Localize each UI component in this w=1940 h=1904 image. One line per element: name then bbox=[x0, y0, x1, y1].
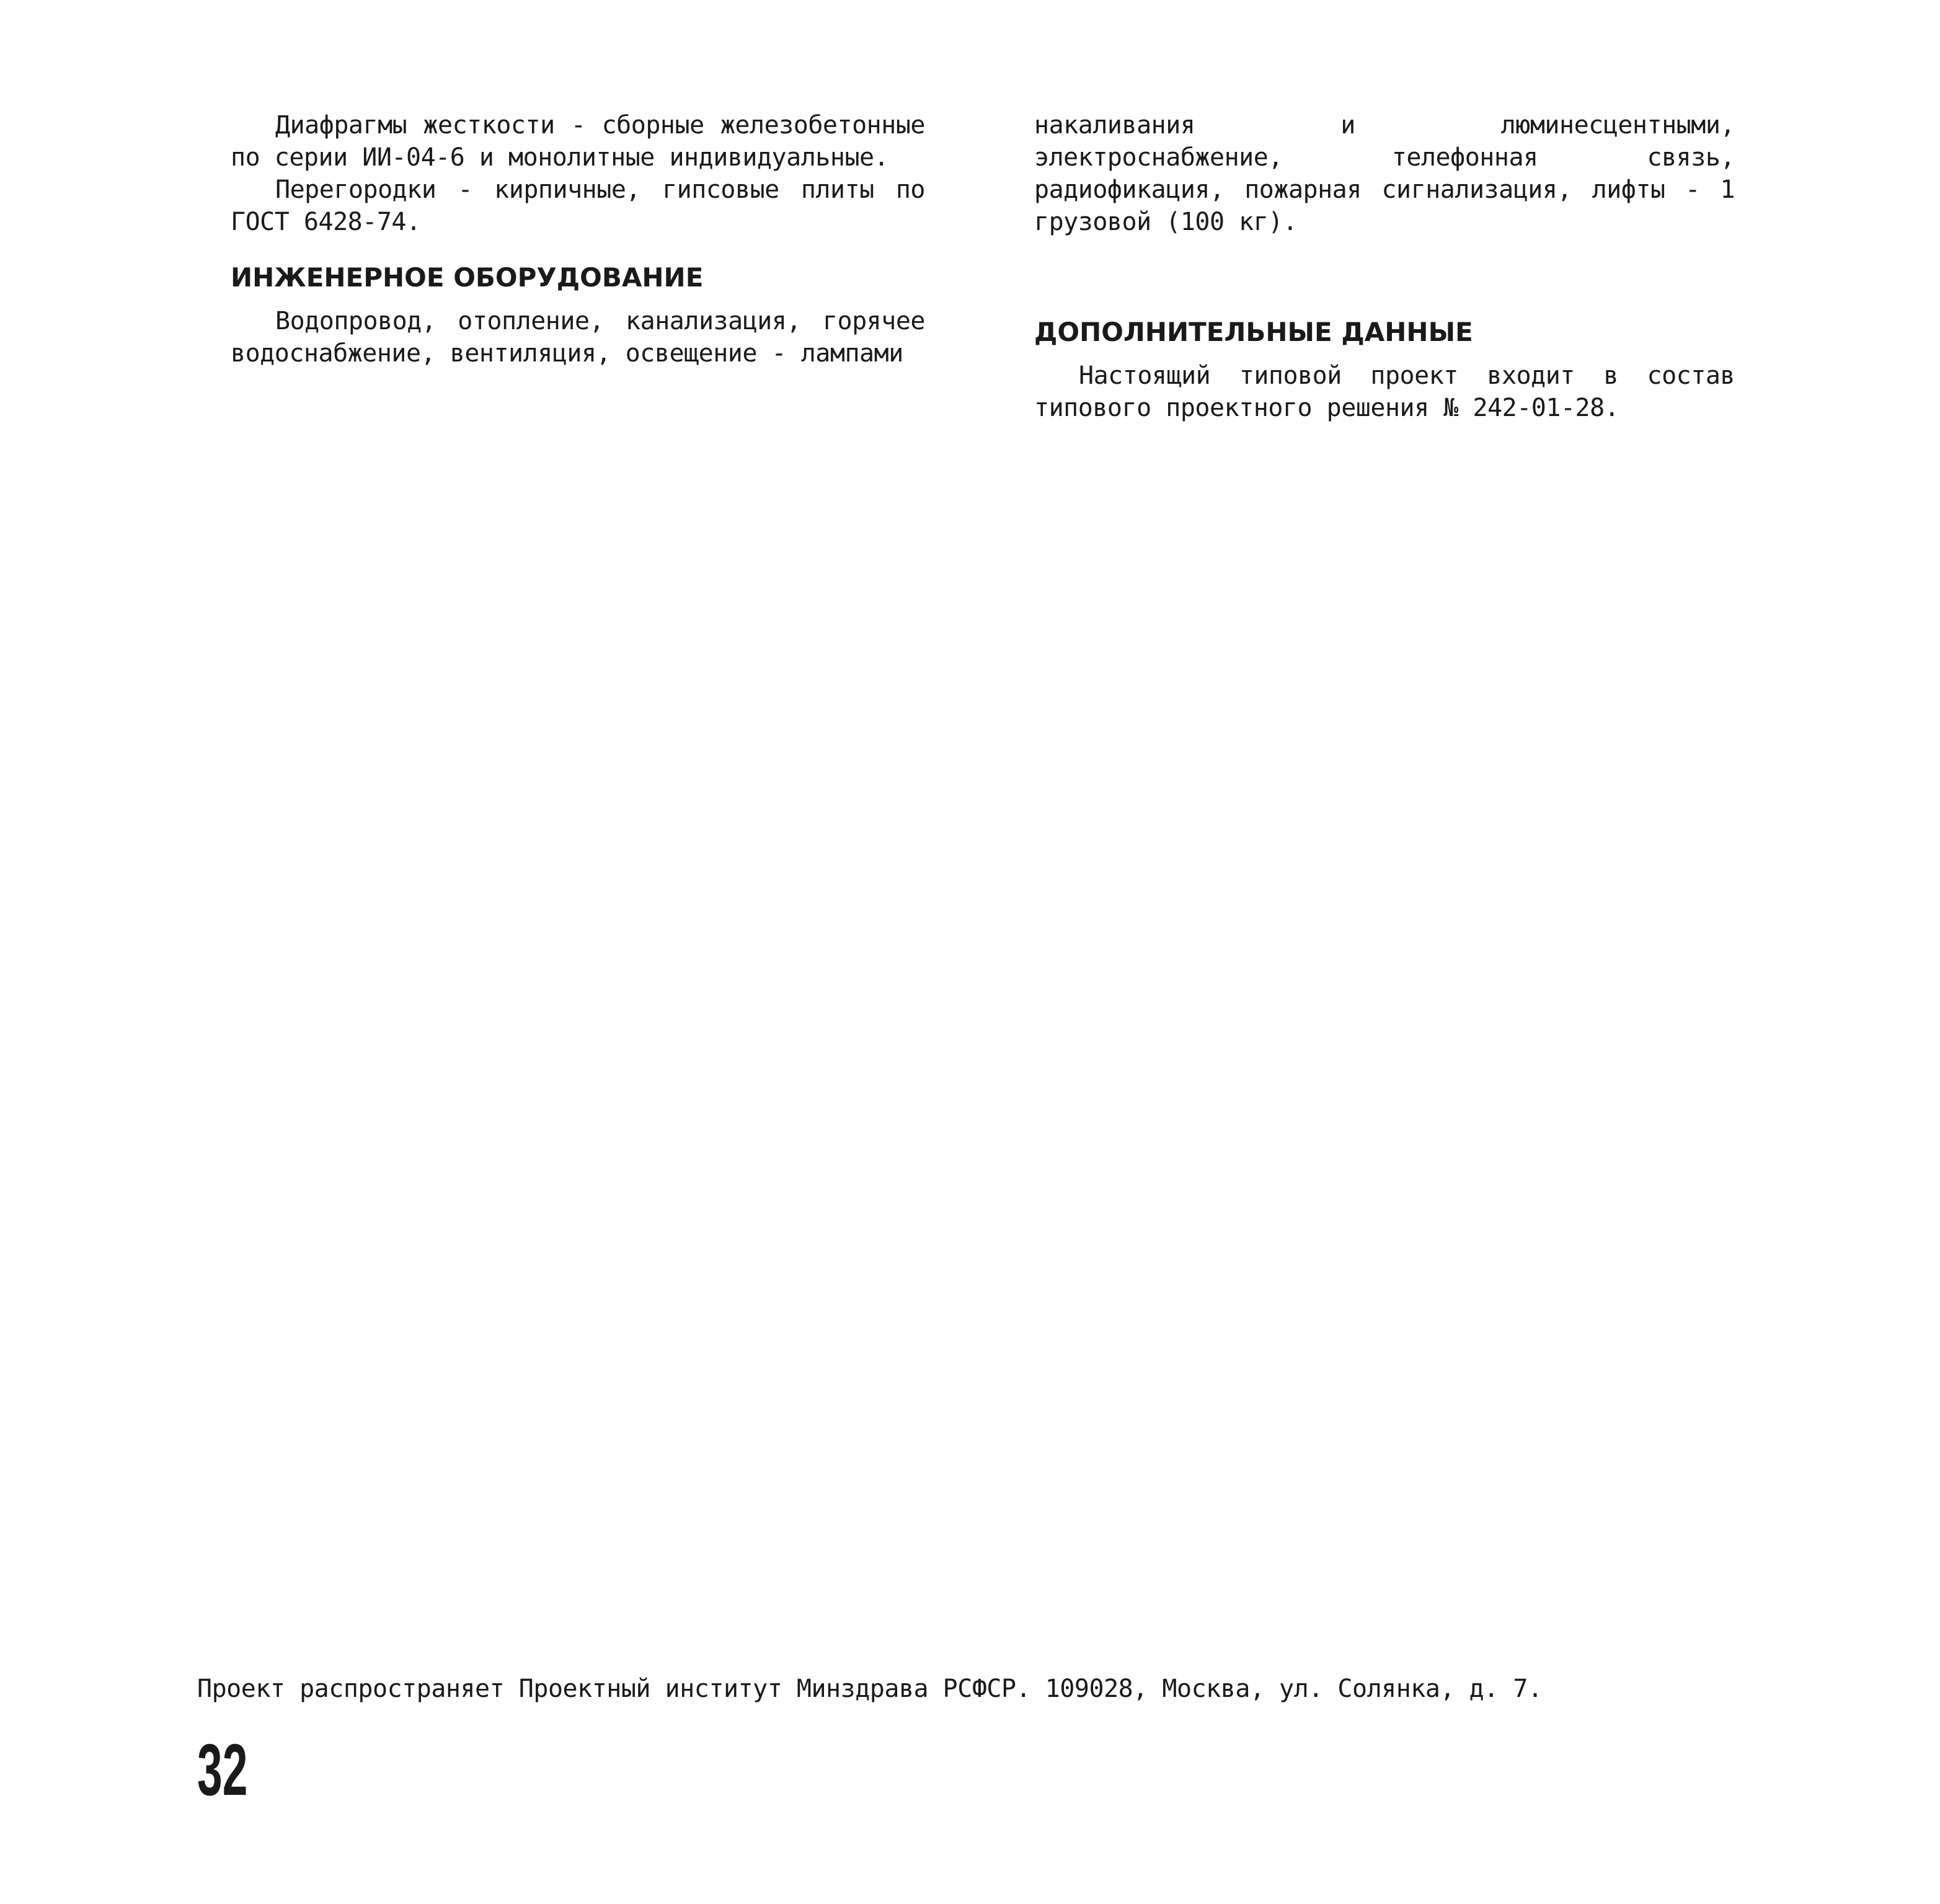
left-column bbox=[231, 109, 925, 370]
engineering-equipment-continuation: накаливания и люминесцентными, электроснабжение, телефонная связь, радиофикация, пожарная сигнализация, лифты - 1 грузовой (100 кг). bbox=[1034, 111, 1735, 236]
stiffening-diaphragms-paragraph: Диафрагмы жесткости - сборные железобетонные по серии ИИ-04-6 и монолитные индивидуальные. bbox=[231, 111, 925, 172]
distributor-note: Проект распространяет Проектный институт Минздрава РСФСР. 109028, Москва, ул. Солянка, д. 7. bbox=[197, 1675, 1543, 1703]
page-number: 32 bbox=[197, 1729, 248, 1811]
additional-data-paragraph: Настоящий типовой проект входит в состав типового проектного решения № 242-01-28. bbox=[1034, 361, 1735, 422]
partitions-paragraph: Перегородки - кирпичные, гипсовые плиты по ГОСТ 6428-74. bbox=[231, 175, 925, 236]
right-column bbox=[1034, 109, 1735, 424]
additional-data-heading: ДОПОЛНИТЕЛЬНЫЕ ДАННЫЕ bbox=[1034, 317, 1473, 347]
engineering-equipment-heading: ИНЖЕНЕРНОЕ ОБОРУДОВАНИЕ bbox=[231, 262, 704, 293]
engineering-equipment-paragraph: Водопровод, отопление, канализация, горячее водоснабжение, вентиляция, освещение - лампами bbox=[231, 307, 925, 368]
